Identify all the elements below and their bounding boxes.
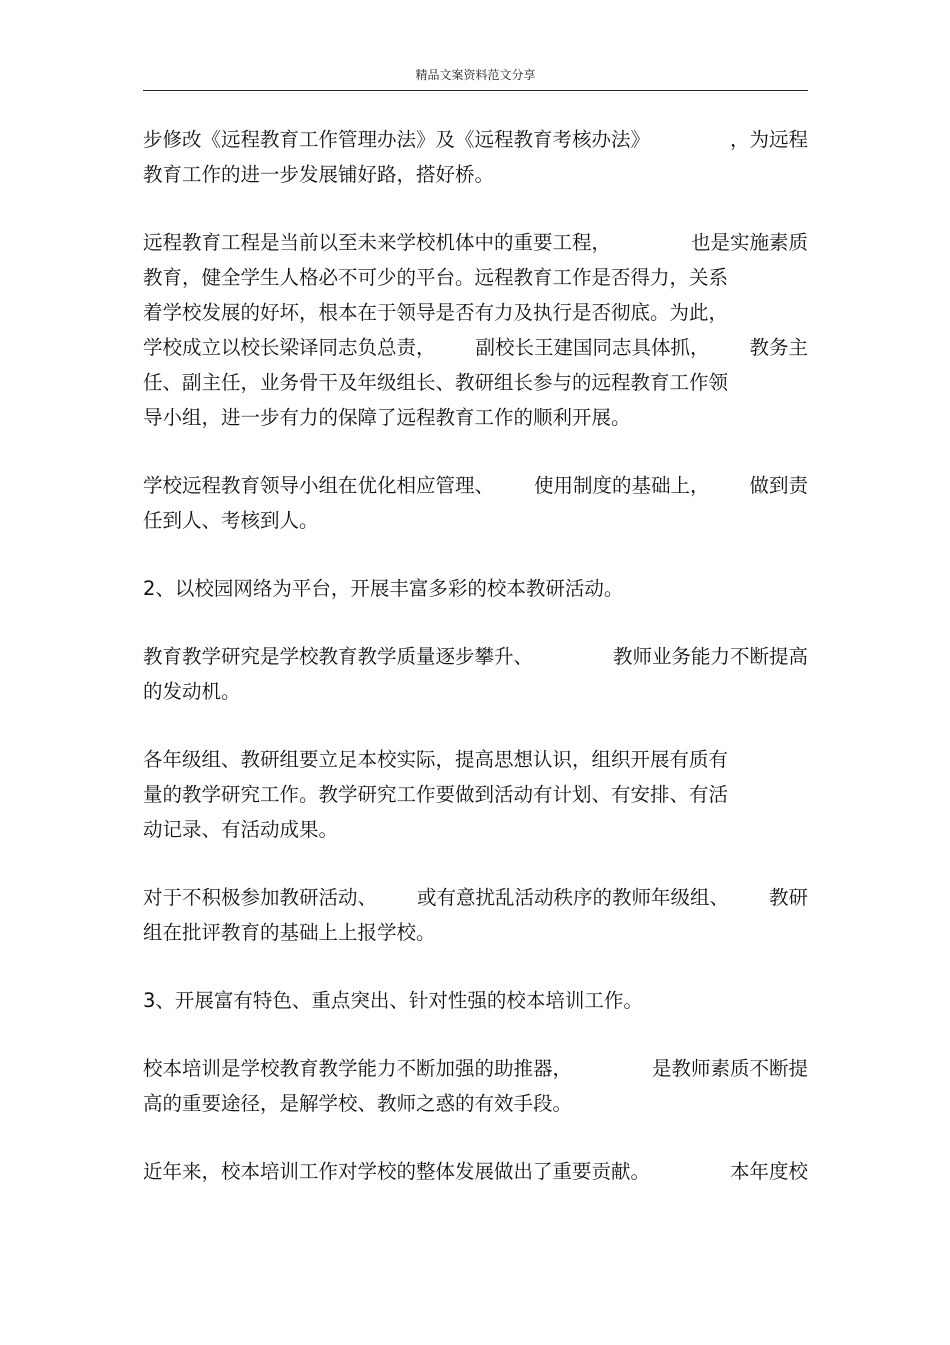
document-body bbox=[143, 122, 808, 1222]
text-segment: 学校成立以校长梁译同志负总责， bbox=[143, 336, 436, 359]
text-line bbox=[143, 674, 808, 709]
text-segment: 3、开展富有特色、重点突出、针对性强的校本培训工作。 bbox=[143, 989, 643, 1012]
text-segment: 步修改《远程教育工作管理办法》及《远程教育考核办法》 bbox=[143, 128, 651, 151]
text-segment: 教育教学研究是学校教育教学质量逐步攀升、 bbox=[143, 645, 534, 668]
text-segment: 任、副主任，业务骨干及年级组长、教研组长参与的远程教育工作领 bbox=[143, 371, 729, 394]
text-segment: 教务主 bbox=[749, 336, 808, 359]
text-segment: 任到人、考核到人。 bbox=[143, 509, 319, 532]
text-segment: 教育，健全学生人格必不可少的平台。远程教育工作是否得力，关系 bbox=[143, 266, 729, 289]
text-segment: 远程教育工程是当前以至未来学校机体中的重要工程， bbox=[143, 231, 612, 254]
text-line bbox=[143, 1051, 808, 1086]
text-segment: 副校长王建国同志具体抓， bbox=[475, 336, 710, 359]
text-line bbox=[143, 468, 808, 503]
text-line bbox=[143, 812, 808, 847]
paragraph bbox=[143, 468, 808, 538]
text-line bbox=[143, 400, 808, 435]
text-segment: ，为远程 bbox=[729, 128, 808, 151]
text-line bbox=[143, 880, 808, 915]
text-line bbox=[143, 639, 808, 674]
text-segment: 或有意扰乱活动秩序的教师年级组、 bbox=[416, 886, 729, 909]
paragraph bbox=[143, 880, 808, 950]
text-segment: 着学校发展的好坏，根本在于领导是否有力及执行是否彻底。为此， bbox=[143, 301, 729, 324]
text-line bbox=[143, 365, 808, 400]
text-line bbox=[143, 742, 808, 777]
header-divider bbox=[143, 90, 808, 91]
paragraph bbox=[143, 1051, 808, 1121]
text-segment: 高的重要途径，是解学校、教师之惑的有效手段。 bbox=[143, 1092, 573, 1115]
text-segment: 是教师素质不断提 bbox=[651, 1057, 808, 1080]
text-line bbox=[143, 1086, 808, 1121]
text-line bbox=[143, 260, 808, 295]
text-segment: 使用制度的基础上， bbox=[533, 474, 710, 497]
text-line bbox=[143, 571, 808, 606]
text-line bbox=[143, 983, 808, 1018]
text-segment: 的发动机。 bbox=[143, 680, 241, 703]
text-line bbox=[143, 915, 808, 950]
text-line bbox=[143, 225, 808, 260]
text-segment: 对于不积极参加教研活动、 bbox=[143, 886, 378, 909]
text-segment: 教研 bbox=[768, 886, 808, 909]
text-segment: 学校远程教育领导小组在优化相应管理、 bbox=[143, 474, 495, 497]
paragraph bbox=[143, 225, 808, 435]
text-segment: 也是实施素质 bbox=[690, 231, 808, 254]
text-segment: 2、以校园网络为平台，开展丰富多彩的校本教研活动。 bbox=[143, 577, 624, 600]
text-segment: 近年来，校本培训工作对学校的整体发展做出了重要贡献。 bbox=[143, 1160, 651, 1183]
paragraph bbox=[143, 1154, 808, 1189]
page-header bbox=[143, 66, 808, 83]
text-segment: 教师业务能力不断提高 bbox=[612, 645, 808, 668]
text-segment: 本年度校 bbox=[729, 1160, 808, 1183]
text-line bbox=[143, 503, 808, 538]
text-line bbox=[143, 122, 808, 157]
paragraph bbox=[143, 122, 808, 192]
text-segment: 动记录、有活动成果。 bbox=[143, 818, 339, 841]
paragraph bbox=[143, 742, 808, 847]
text-line bbox=[143, 295, 808, 330]
text-line bbox=[143, 1154, 808, 1189]
paragraph bbox=[143, 983, 808, 1018]
text-segment: 各年级组、教研组要立足本校实际，提高思想认识，组织开展有质有 bbox=[143, 748, 729, 771]
text-line bbox=[143, 330, 808, 365]
text-segment: 教育工作的进一步发展铺好路，搭好桥。 bbox=[143, 163, 495, 186]
text-segment: 校本培训是学校教育教学能力不断加强的助推器， bbox=[143, 1057, 573, 1080]
text-segment: 量的教学研究工作。教学研究工作要做到活动有计划、有安排、有活 bbox=[143, 783, 729, 806]
text-segment: 做到责 bbox=[749, 474, 808, 497]
text-segment: 组在批评教育的基础上上报学校。 bbox=[143, 921, 436, 944]
paragraph bbox=[143, 571, 808, 606]
paragraph bbox=[143, 639, 808, 709]
text-line bbox=[143, 777, 808, 812]
header-title: 精品文案资料范文分享 bbox=[415, 68, 536, 82]
text-line bbox=[143, 157, 808, 192]
text-segment: 导小组，进一步有力的保障了远程教育工作的顺利开展。 bbox=[143, 406, 631, 429]
